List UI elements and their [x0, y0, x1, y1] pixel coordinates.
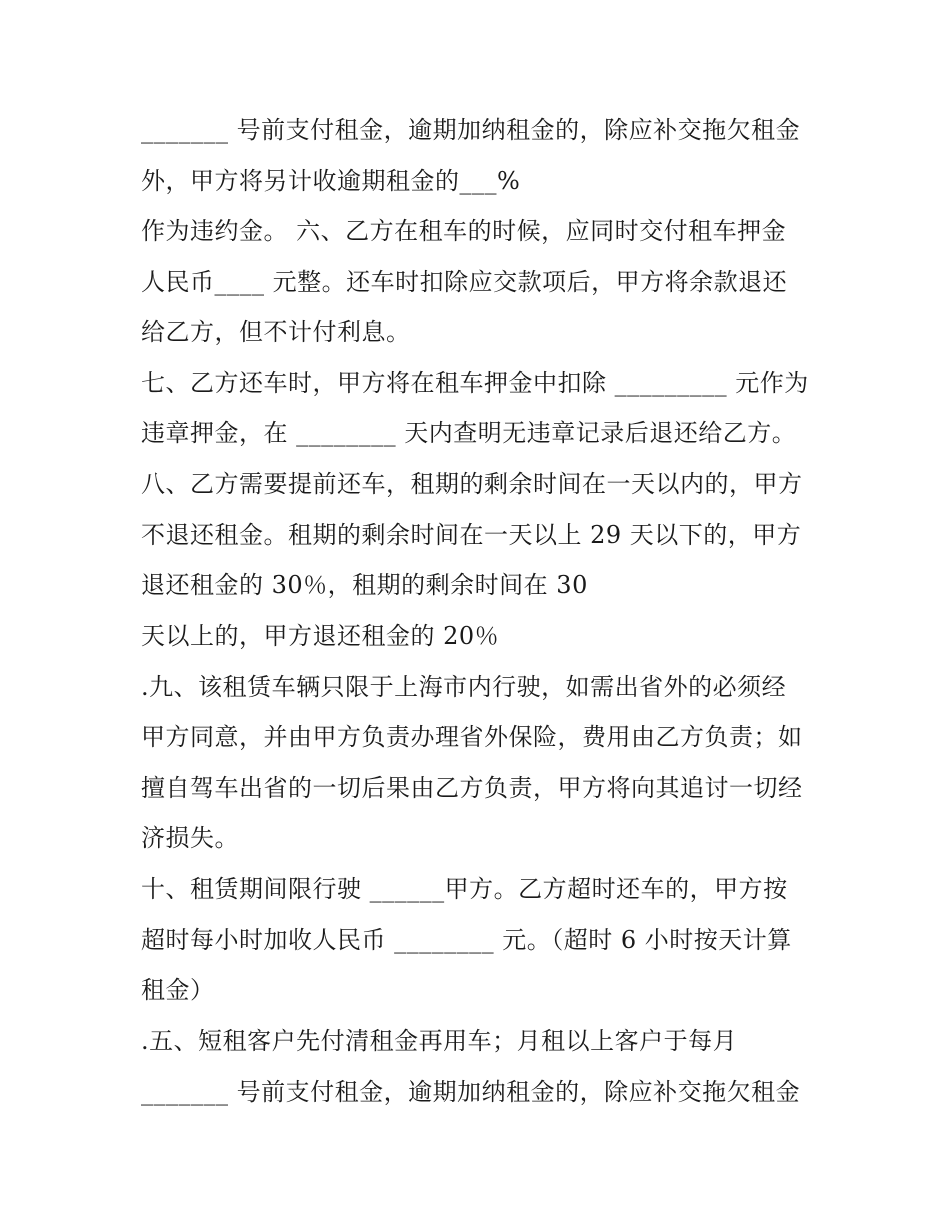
text-line: 八、乙方需要提前还车，租期的剩余时间在一天以内的，甲方	[141, 470, 803, 498]
text-line: 作为违约金。 六、乙方在租车的时候，应同时交付租车押金	[141, 217, 787, 245]
text-line: 天以上的，甲方退还租金的 20％	[141, 622, 500, 650]
text-line: 给乙方，但不计付利息。	[141, 318, 411, 346]
text-line: _______ 号前支付租金，逾期加纳租金的，除应补交拖欠租金	[141, 1078, 801, 1106]
text-line: 退还租金的 30％，租期的剩余时间在 30	[141, 571, 588, 599]
text-line: 擅自驾车出省的一切后果由乙方负责，甲方将向其追讨一切经	[141, 774, 803, 802]
text-line: 超时每小时加收人民币 ________ 元。（超时 6 小时按天计算	[141, 926, 792, 954]
text-line: 十、租赁期间限行驶 ______甲方。乙方超时还车的，甲方按	[141, 875, 788, 903]
text-line: 七、乙方还车时，甲方将在租车押金中扣除 _________ 元作为	[141, 369, 809, 397]
text-line: 甲方同意，并由甲方负责办理省外保险，费用由乙方负责；如	[141, 723, 803, 751]
text-line: 外，甲方将另计收逾期租金的___%	[141, 167, 521, 195]
text-line: 租金）	[141, 976, 215, 1004]
text-line: .五、短租客户先付清租金再用车；月租以上客户于每月	[141, 1027, 738, 1055]
text-line: .九、该租赁车辆只限于上海市内行驶，如需出省外的必须经	[141, 673, 787, 701]
text-line: 违章押金，在 ________ 天内查明无违章记录后退还给乙方。	[141, 419, 797, 447]
text-line: 人民币____ 元整。还车时扣除应交款项后，甲方将余款退还	[141, 268, 788, 296]
text-line: _______ 号前支付租金，逾期加纳租金的，除应补交拖欠租金	[141, 116, 801, 144]
text-line: 不退还租金。租期的剩余时间在一天以上 29 天以下的，甲方	[141, 521, 802, 549]
text-line: 济损失。	[141, 824, 239, 852]
